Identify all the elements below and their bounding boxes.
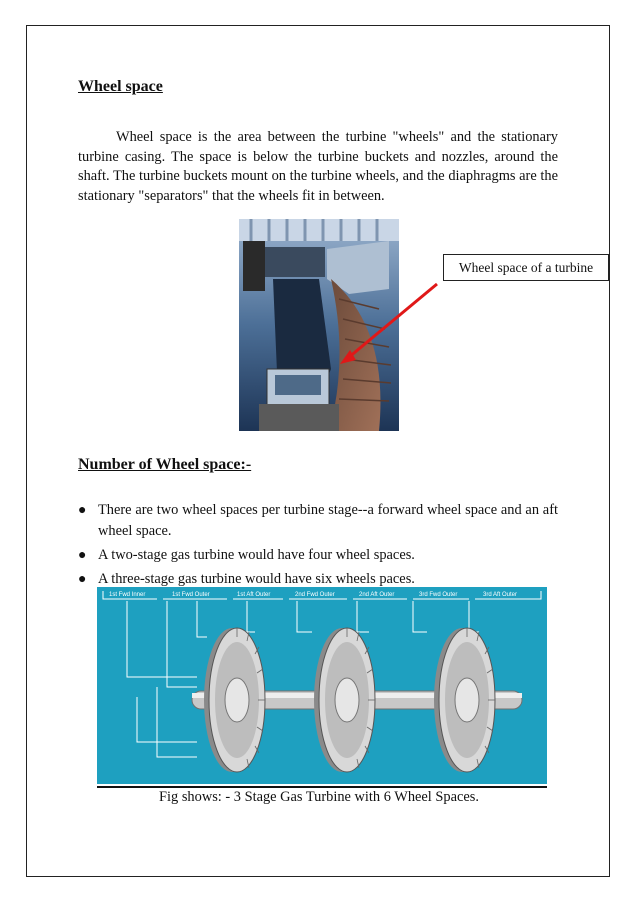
section-heading-wheel-space: Wheel space [78, 78, 163, 95]
three-stage-turbine-diagram [97, 587, 547, 784]
turbine-wheel-space-photo [239, 219, 399, 431]
diagram-label: 3rd Aft Outer [483, 592, 518, 598]
caption-rule [97, 786, 547, 788]
bullet-icon: ● [78, 548, 87, 563]
bullet-text: There are two wheel spaces per turbine stage--a forward wheel space and an aft wheel space. [98, 502, 558, 539]
list-item [78, 500, 558, 542]
paragraph-text: Wheel space is the area between the turbine "wheels" and the stationary turbine casing. The space is below the turbine buckets and nozzles, around the shaft. The turbine buckets mount on the turbine wheels, and the diaphragms are the stationary "separators" that the wheels fit in between. [78, 129, 558, 204]
wheel-space-paragraph [78, 128, 558, 206]
section-heading-number-of-wheel-space: Number of Wheel space:- [78, 456, 252, 473]
diagram-label: 3rd Fwd Outer [419, 592, 458, 598]
bullet-icon: ● [78, 503, 87, 518]
list-item [78, 545, 558, 566]
callout-box: Wheel space of a turbine [443, 254, 609, 281]
figure-caption: Fig shows: - 3 Stage Gas Turbine with 6 Wheel Spaces. [159, 789, 479, 805]
diagram-label: 1st Fwd Inner [109, 592, 146, 598]
bullet-text: A three-stage gas turbine would have six wheels paces. [98, 571, 415, 587]
diagram-label: 2nd Fwd Outer [295, 592, 335, 598]
diagram-label: 1st Aft Outer [237, 592, 271, 598]
diagram-label: 1st Fwd Outer [172, 592, 210, 598]
diagram-label: 2nd Aft Outer [359, 592, 395, 598]
bullet-icon: ● [78, 572, 87, 587]
bullet-text: A two-stage gas turbine would have four wheel spaces. [98, 547, 415, 563]
bullet-list [78, 500, 558, 593]
